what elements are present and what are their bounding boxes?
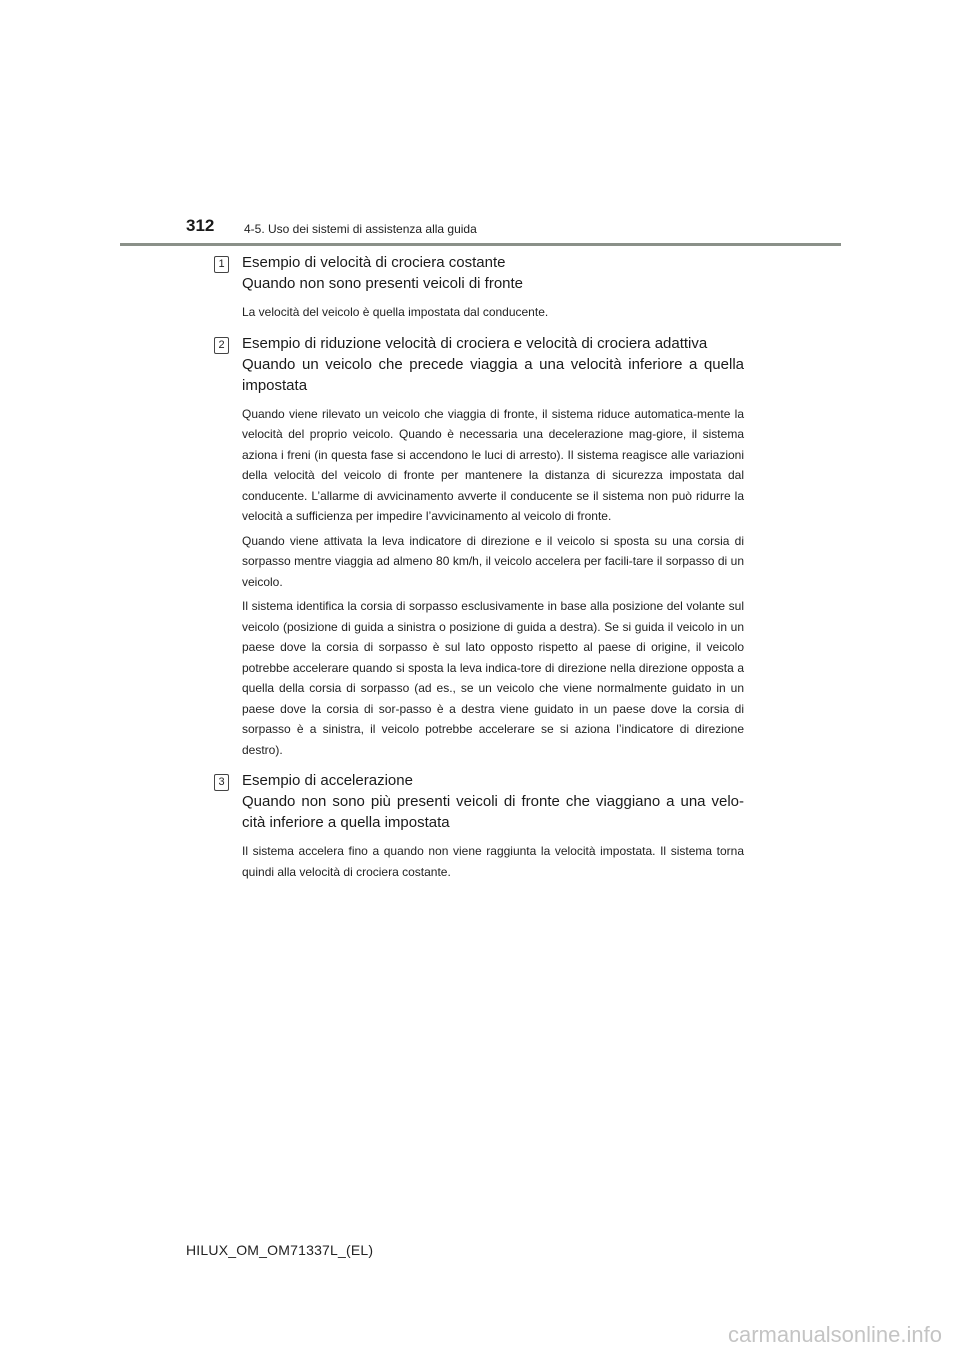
item-paragraph: La velocità del veicolo è quella impostata dal conducente.	[242, 305, 549, 319]
item-heading-title: Esempio di riduzione velocità di crociera e velocità di crociera adattiva	[242, 334, 708, 352]
item-heading-subtitle: Quando non sono presenti veicoli di fronte	[242, 275, 524, 292]
item-paragraph: Il sistema identifica la corsia di sorpasso esclusivamente in base alla posizione del volante sul veicolo (posizione di guida a sinistra o posizione di guida a destra). Se si guida il veicolo in un paese dove la corsia di sorpasso è sul lato opposto rispetto al paese di origine, il veicolo potrebbe accelerare quando si sposta la leva indica-tore di direzione nella direzione opposta a quella della corsia di sorpasso (ad es., se un veicolo che viene normalmente guidato in un paese dove la corsia di sor-passo è a destra viene guidato in un paese dove la corsia di sorpasso è a sinistra, il veicolo potrebbe accelerare se si aziona l’indicatore di direzione destro).	[242, 599, 744, 757]
header-divider	[120, 243, 841, 246]
item-heading-title: Esempio di velocità di crociera costante	[242, 254, 506, 271]
list-item	[214, 770, 744, 882]
item-heading-subtitle: Quando un veicolo che precede viaggia a una velocità inferiore a quella impostata	[242, 355, 744, 394]
item-heading-subtitle: Quando non sono più presenti veicoli di fronte che viaggiano a una velo-cità inferiore a quella impostata	[242, 793, 744, 831]
list-item	[214, 252, 744, 323]
list-item	[214, 333, 744, 761]
item-paragraph: Quando viene rilevato un veicolo che viaggia di fronte, il sistema riduce automatica-mente la velocità del proprio veicolo. Quando è necessaria una decelerazione mag-giore, il sistema aziona i freni (in questa fase si accendono le luci di arresto). Il sistema reagisce alle variazioni della velocità del veicolo di fronte per mantenere la distanza di sicurezza impostata dal conducente. L’allarme di avvicinamento avverte il conducente se il sistema non può ridurre la velocità a sufficienza per impedire l’avvicinamento al veicolo di fronte.	[242, 406, 744, 523]
page-number: 312	[186, 216, 215, 235]
item-number-badge: 2	[214, 337, 229, 354]
item-heading	[242, 252, 744, 294]
section-title: 4-5. Uso dei sistemi di assistenza alla guida	[244, 222, 477, 236]
watermark: carmanualsonline.info	[727, 1322, 942, 1347]
main-content	[214, 252, 744, 882]
item-number-badge: 1	[214, 256, 229, 273]
item-paragraph: Quando viene attivata la leva indicatore di direzione e il veicolo si sposta su una corsia di sorpasso mentre viaggia ad almeno 80 km/h, il veicolo accelera per facili-tare il sorpasso di un veicolo.	[242, 533, 744, 589]
item-number-badge: 3	[214, 774, 229, 791]
item-heading-title: Esempio di accelerazione	[242, 772, 413, 789]
item-heading	[242, 770, 744, 833]
item-heading	[242, 333, 744, 396]
item-paragraph: Il sistema accelera fino a quando non viene raggiunta la velocità impostata. Il sistema torna quindi alla velocità di crociera costante.	[242, 844, 744, 879]
document-code: HILUX_OM_OM71337L_(EL)	[186, 1242, 374, 1258]
